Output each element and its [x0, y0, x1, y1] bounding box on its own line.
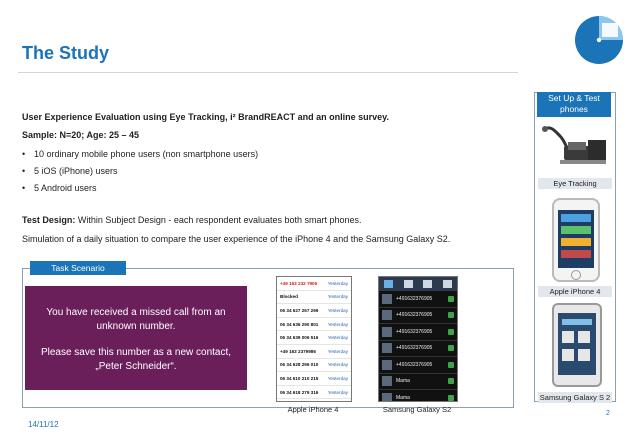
- intro-line: User Experience Evaluation using Eye Tracking, i² BrandREACT and an online survey.: [22, 112, 389, 122]
- call-log-row[interactable]: [379, 357, 457, 374]
- call-button-icon[interactable]: [448, 329, 454, 335]
- caller-number: +49 163 2379986: [280, 348, 316, 354]
- log-tab-icon: [404, 280, 413, 288]
- caller-number: 06 34 618 279 316: [280, 389, 319, 395]
- contact-avatar-icon: [382, 294, 392, 304]
- caller-number: Mama: [396, 378, 410, 385]
- call-button-icon[interactable]: [448, 312, 454, 318]
- call-log-row[interactable]: [379, 390, 457, 402]
- title-divider: [18, 72, 518, 73]
- contact-avatar-icon: [382, 343, 392, 353]
- contact-avatar-icon: [382, 327, 392, 337]
- caller-number: +491632376905: [396, 312, 433, 319]
- caller-number: +491632376905: [396, 295, 433, 302]
- call-day: Yesterday: [327, 280, 348, 286]
- scenario-message-line: You have received a missed call from an: [46, 307, 226, 318]
- contact-avatar-icon: [382, 376, 392, 386]
- caller-number: 06 34 628 296 010: [280, 362, 319, 368]
- test-design-text: Within Subject Design - each respondent evaluates both smart phones.: [77, 215, 362, 225]
- call-log-row[interactable]: [277, 277, 351, 291]
- caller-number: +491632376905: [396, 361, 433, 368]
- call-day: Yesterday: [327, 375, 348, 381]
- setup-badge-line2: phones: [560, 104, 588, 114]
- company-logo: [574, 15, 624, 65]
- call-log-row[interactable]: [379, 374, 457, 391]
- call-button-icon[interactable]: [448, 378, 454, 384]
- caller-number: 06 34 610 210 215: [280, 375, 319, 381]
- caller-number: 06 34 627 267 269: [280, 307, 319, 313]
- samsung-log-screenshot: [378, 276, 458, 402]
- sample-line: Sample: N=20; Age: 25 – 45: [22, 130, 139, 140]
- iphone-caption: Apple iPhone 4: [287, 405, 339, 414]
- iphone-recents-screenshot: [276, 276, 352, 402]
- contact-avatar-icon: [382, 310, 392, 320]
- call-day: Yesterday: [327, 389, 348, 395]
- call-log-row[interactable]: [277, 359, 351, 373]
- setup-badge-line1: Set Up & Test: [548, 93, 600, 103]
- contact-avatar-icon: [382, 360, 392, 370]
- scenario-message-line: Please save this number as a new contact,: [40, 347, 232, 358]
- setup-badge: [537, 92, 611, 117]
- call-log-row[interactable]: [277, 304, 351, 318]
- caller-number: 06 34 636 290 801: [280, 321, 319, 327]
- iphone-label: Apple iPhone 4: [538, 286, 612, 297]
- contact-avatar-icon: [382, 393, 392, 402]
- simulation-line: Simulation of a daily situation to compare the user experience of the iPhone 4 and the Samsung Galaxy S2.: [22, 234, 451, 244]
- bullet-item: • 5 Android users: [34, 183, 97, 193]
- caller-number: Blocked: [280, 294, 298, 300]
- samsung-caption: Samsung Galaxy S2: [382, 405, 452, 414]
- samsung-label: Samsung Galaxy S 2: [539, 393, 611, 402]
- call-log-row[interactable]: [277, 331, 351, 345]
- scenario-message-line: „Peter Schneider“.: [95, 361, 177, 372]
- call-log-row[interactable]: [277, 318, 351, 332]
- call-log-row[interactable]: [277, 291, 351, 305]
- call-log-row[interactable]: [379, 341, 457, 358]
- call-button-icon[interactable]: [448, 345, 454, 351]
- footer-date: 14/11/12: [28, 420, 59, 429]
- call-log-row[interactable]: [379, 308, 457, 325]
- call-day: Yesterday: [327, 362, 348, 368]
- call-log-row[interactable]: [379, 324, 457, 341]
- caller-number: 06 34 639 006 516: [280, 335, 319, 341]
- test-design-line: [22, 215, 362, 225]
- call-day: Yesterday: [327, 307, 348, 313]
- scenario-message-box: [25, 286, 247, 390]
- call-button-icon[interactable]: [448, 395, 454, 401]
- phone-tab-icon: [384, 280, 393, 288]
- call-day: Yesterday: [327, 348, 348, 354]
- call-button-icon[interactable]: [448, 362, 454, 368]
- bullet-item: • 5 iOS (iPhone) users: [34, 166, 118, 176]
- eye-tracking-device-image: [538, 120, 612, 174]
- eye-tracking-label: Eye Tracking: [538, 178, 612, 189]
- iphone-image: [552, 198, 600, 282]
- call-log-row[interactable]: [277, 372, 351, 386]
- call-day: Yesterday: [327, 335, 348, 341]
- caller-number: +491632376905: [396, 328, 433, 335]
- call-log-row[interactable]: [277, 345, 351, 359]
- favorites-tab-icon: [443, 280, 452, 288]
- caller-number: +49 163 232 7905: [280, 280, 318, 286]
- call-log-row[interactable]: [277, 386, 351, 400]
- scenario-message-line: unknown number.: [96, 321, 176, 332]
- page-title: The Study: [22, 43, 110, 63]
- call-log-row[interactable]: [379, 291, 457, 308]
- bullet-item: • 10 ordinary mobile phone users (non smartphone users): [34, 149, 258, 159]
- caller-number: +491632376905: [396, 345, 433, 352]
- call-button-icon[interactable]: [448, 296, 454, 302]
- contacts-tab-icon: [423, 280, 432, 288]
- call-day: Yesterday: [327, 294, 348, 300]
- call-day: Yesterday: [327, 321, 348, 327]
- task-scenario-tab: Task Scenario: [30, 261, 126, 275]
- test-design-label: Test Design:: [22, 215, 76, 225]
- samsung-tab-strip: [379, 277, 457, 291]
- caller-number: Mama: [396, 394, 410, 401]
- samsung-image: [552, 303, 602, 387]
- page-number: 2: [606, 410, 610, 417]
